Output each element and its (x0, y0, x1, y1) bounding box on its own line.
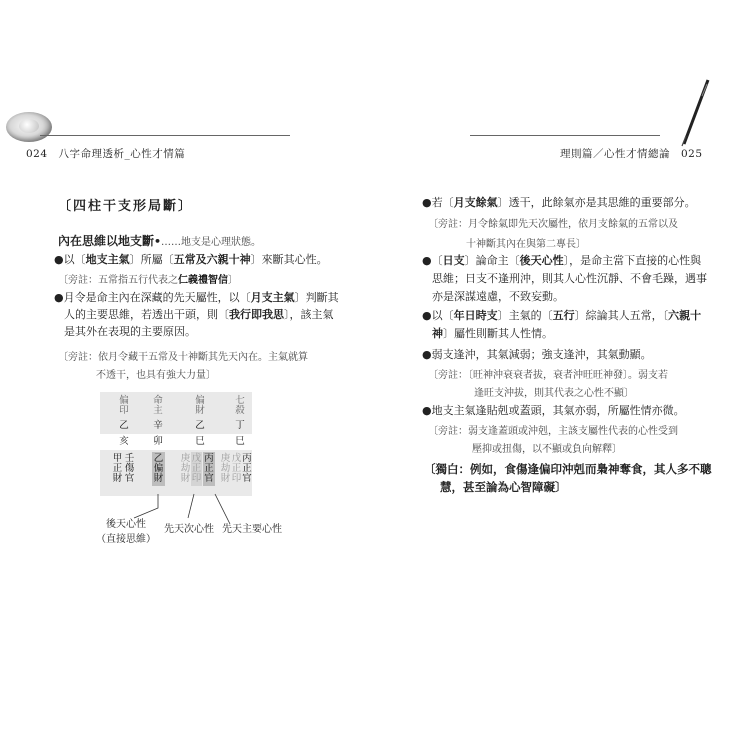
right-bullet-3-line-2 (432, 326, 553, 341)
text-run: 月令是命主內在深藏的先天屬性，以〔 (63, 291, 251, 304)
text-run: 〕透干，此餘氣亦是其思維的重要部分。 (497, 196, 696, 209)
right-note-1-line-1: 〔旁註：月令餘氣即先天次屬性，依月支餘氣的五常以及 (428, 219, 678, 230)
annotation-acquired-mind: 後天心性 (106, 519, 146, 530)
left-bullet-2-line-1 (54, 290, 339, 305)
hidden-stem: 壬 傷 官 (124, 453, 135, 484)
text-run: 弱支逢沖，其氣減弱；強支逢沖，其氣動顯。 (431, 348, 652, 361)
heavenly-stem-3: 乙 (195, 420, 205, 431)
right-bullet-4 (422, 347, 652, 362)
right-bullet-3-line-1 (422, 308, 701, 323)
pillar-label-2: 命 主 (153, 395, 163, 416)
page-header-left: 024 八字命理透析_心性才情篇 (26, 148, 186, 160)
right-bullet-5 (422, 403, 685, 418)
pillar-label-4: 七 殺 (235, 395, 245, 416)
pillar-label-3: 偏 財 (195, 395, 205, 416)
bullet-dot-icon: ● (422, 404, 432, 417)
hidden-stem: 庚 劫 財 (220, 453, 231, 484)
heavenly-stem-2: 辛 (153, 420, 163, 431)
text-run: 以〔 (63, 253, 86, 266)
text-bold: 年日時支 (453, 309, 498, 322)
pillar-label-1: 偏 印 (119, 395, 129, 416)
earthly-branch-3: 巳 (195, 436, 205, 447)
right-note-5-line-1: 〔旁註：弱支逢蓋頭或沖剋，主該支屬性代表的心性受到 (428, 426, 678, 437)
heading-main: 內在思維以地支斷 (58, 234, 155, 248)
heading-note: ……地支是心理狀態。 (161, 237, 262, 248)
left-bullet-2-line-3: 是其外在表現的主要原因。 (64, 325, 196, 338)
bullet-dot-icon: ● (54, 291, 64, 304)
text-run: 〕來斷其心性。 (250, 253, 328, 266)
earthly-branch-2: 卯 (153, 436, 163, 447)
text-bold: 五行 (552, 309, 575, 322)
left-note-2-line-1: 〔旁註：依月令藏干五常及十神斷其先天內在。主氣就算 (58, 352, 308, 363)
right-bullet-2-line-2: 思維；日支不逢刑沖，則其人心性沉靜、不會毛躁，遇事 (432, 272, 707, 285)
hidden-stem-highlighted: 戊 正 印 (191, 453, 202, 484)
four-pillars-chart (100, 392, 252, 496)
text-bold: 五常及六親十神 (173, 253, 251, 266)
text-run: 若〔 (431, 196, 454, 209)
heavenly-stem-4: 丁 (235, 420, 245, 431)
text-bold: 後天心性 (519, 254, 564, 267)
yin-yang-logo-icon (6, 112, 52, 142)
right-bullet-2-line-3: 亦是深謀遠慮，不致妄動。 (432, 290, 564, 303)
text-run: 〕主氣的〔 (497, 309, 553, 322)
page-header-right: 理則篇／心性才情總論 025 (560, 148, 703, 160)
text-run: 〔 (431, 254, 443, 267)
left-bullet-1 (54, 252, 328, 267)
text-run: 〕，是命主當下直接的心性與 (563, 254, 702, 267)
right-monologue-line-2: 慧，甚至論為心智障礙〕 (440, 480, 567, 494)
text-bold: 地支主氣 (85, 253, 130, 266)
text-run: 〕屬性則斷其人性情。 (443, 327, 553, 340)
text-bold: 仁義禮智信 (178, 275, 228, 286)
right-note-1-line-2: 十神斷其內在與第二專長〕 (466, 239, 586, 250)
right-note-4-line-1: 〔旁註：〔旺神沖衰衰者拔，衰者沖旺旺神發〕。弱支若 (428, 370, 668, 381)
right-bullet-1 (422, 195, 696, 210)
arrow-line (188, 494, 194, 518)
left-note-1 (58, 271, 238, 286)
header-rule-left (40, 135, 290, 136)
heavenly-stem-1: 乙 (119, 420, 129, 431)
text-run: 以〔 (431, 309, 454, 322)
fountain-pen-icon (678, 78, 712, 148)
text-run: 〕，該主氣 (284, 308, 334, 321)
bullet-dot-icon: ● (54, 253, 64, 266)
left-heading (58, 234, 261, 250)
left-bullet-2-line-2 (64, 307, 334, 322)
text-run: 〕判斷其 (294, 291, 339, 304)
annotation-innate-primary: 先天主要心性 (222, 524, 282, 535)
hidden-stem: 甲 正 財 (112, 453, 123, 484)
section-title: 〔四柱干支形局斷〕 (58, 199, 194, 214)
annotation-direct-thinking: （直接思維） (96, 534, 156, 545)
right-bullet-2-line-1 (422, 253, 701, 268)
bullet-dot-icon: ● (422, 309, 432, 322)
heading-bullet: • (154, 235, 162, 248)
text-run: 〕論命主〔 (464, 254, 520, 267)
text-run: 地支主氣逢貼剋或蓋頭，其氣亦弱，所屬性情亦微。 (431, 404, 685, 417)
hidden-stem-highlighted: 丙 正 官 (204, 453, 214, 484)
bullet-dot-icon: ● (422, 348, 432, 361)
left-note-2-line-2: 不透干，也具有強大力量〕 (96, 370, 216, 381)
text-bold: 六親十 (668, 309, 702, 322)
right-monologue-line-1: 〔獨白：例如，食傷逢偏印沖剋而梟神奪食，其人多不聰 (424, 462, 712, 476)
text-bold: 神 (432, 327, 443, 340)
earthly-branch-1: 亥 (119, 436, 129, 447)
text-bold: 月支主氣 (250, 291, 295, 304)
right-note-4-line-2: 逢旺支沖拔，則其代表之心性不顯〕 (474, 388, 634, 399)
right-note-5-line-2: 壓抑或扭傷，以不顯或負向解釋〕 (472, 444, 622, 455)
text-run: 〕綜論其人五常，〔 (574, 309, 669, 322)
text-bold: 我行即我思 (229, 308, 284, 321)
hidden-stem: 丙 正 官 (242, 453, 252, 484)
text-run: 〔旁註：五常指五行代表之 (58, 275, 178, 286)
bullet-dot-icon: ● (422, 254, 432, 267)
text-bold: 月支餘氣 (453, 196, 498, 209)
hidden-stem-highlighted: 乙 偏 財 (153, 453, 164, 484)
annotation-innate-secondary: 先天次心性 (164, 524, 214, 535)
header-rule-right (470, 135, 660, 136)
earthly-branch-4: 巳 (235, 436, 245, 447)
text-run: 人的主要思維，若透出干頭，則〔 (64, 308, 229, 321)
hidden-stem: 戊 正 印 (231, 453, 242, 484)
bullet-dot-icon: ● (422, 196, 432, 209)
hidden-stem: 庚 劫 財 (180, 453, 191, 484)
text-run: 〕所屬〔 (129, 253, 174, 266)
text-bold: 日支 (442, 254, 465, 267)
text-run: 〕 (228, 275, 238, 286)
